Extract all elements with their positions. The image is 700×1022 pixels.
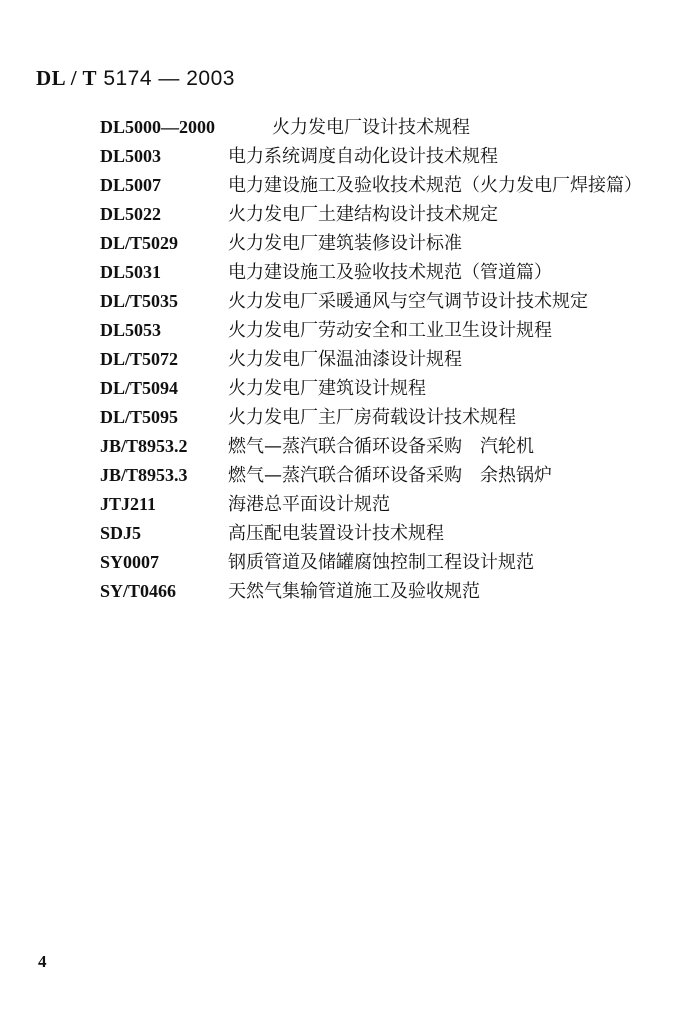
- reference-row: [100, 171, 660, 200]
- reference-row: [100, 113, 660, 142]
- reference-title: 高压配电装置设计技术规程: [228, 523, 444, 544]
- reference-row: [100, 577, 660, 606]
- reference-code: DL/T5072: [100, 349, 179, 369]
- reference-title: 钢质管道及储罐腐蚀控制工程设计规范: [228, 552, 534, 573]
- reference-row: [100, 287, 660, 316]
- reference-row: [100, 345, 660, 374]
- reference-title: 火力发电厂设计技术规程: [272, 117, 470, 138]
- reference-code: DL5053: [100, 320, 162, 340]
- reference-title: 火力发电厂劳动安全和工业卫生设计规程: [228, 320, 552, 341]
- reference-code: DL5007: [100, 175, 162, 195]
- reference-code: DL/T5029: [100, 233, 179, 253]
- reference-row: [100, 258, 660, 287]
- standard-number: 5174 — 2003: [96, 67, 235, 90]
- reference-title: 火力发电厂主厂房荷载设计技术规程: [228, 407, 516, 428]
- reference-title: 火力发电厂采暖通风与空气调节设计技术规定: [228, 291, 588, 312]
- reference-row: [100, 316, 660, 345]
- reference-code: SY0007: [100, 552, 160, 572]
- reference-row: [100, 200, 660, 229]
- reference-row: [100, 374, 660, 403]
- reference-code: SY/T0466: [100, 581, 177, 601]
- standard-prefix: DL / T: [36, 66, 97, 90]
- reference-code: JB/T8953.2: [100, 436, 188, 456]
- reference-row: [100, 403, 660, 432]
- reference-row: [100, 461, 660, 490]
- reference-row: [100, 548, 660, 577]
- reference-title: 火力发电厂土建结构设计技术规定: [228, 204, 498, 225]
- reference-title: 电力系统调度自动化设计技术规程: [228, 146, 498, 167]
- reference-row: [100, 519, 660, 548]
- reference-code: JTJ211: [100, 494, 157, 514]
- reference-code: SDJ5: [100, 523, 142, 543]
- reference-title: 火力发电厂建筑装修设计标准: [228, 233, 462, 254]
- reference-code: DL/T5095: [100, 407, 179, 427]
- reference-code: DL5022: [100, 204, 162, 224]
- reference-row: [100, 432, 660, 461]
- reference-row: [100, 142, 660, 171]
- reference-code: DL/T5094: [100, 378, 179, 398]
- reference-code: DL5031: [100, 262, 162, 282]
- reference-title: 电力建设施工及验收技术规范（管道篇）: [228, 262, 552, 283]
- reference-title: 电力建设施工及验收技术规范（火力发电厂焊接篇）: [228, 175, 642, 196]
- reference-title: 燃气—蒸汽联合循环设备采购 余热锅炉: [228, 465, 552, 486]
- reference-row: [100, 229, 660, 258]
- reference-title: 燃气—蒸汽联合循环设备采购 汽轮机: [228, 436, 534, 457]
- reference-code: JB/T8953.3: [100, 465, 188, 485]
- running-header: [36, 66, 235, 91]
- reference-title: 天然气集输管道施工及验收规范: [228, 581, 480, 602]
- page-number: 4: [38, 952, 47, 971]
- reference-list: [100, 113, 660, 606]
- reference-row: [100, 490, 660, 519]
- reference-code: DL5000—2000: [100, 117, 216, 137]
- reference-title: 海港总平面设计规范: [228, 494, 390, 515]
- reference-code: DL/T5035: [100, 291, 179, 311]
- reference-title: 火力发电厂保温油漆设计规程: [228, 349, 462, 370]
- reference-title: 火力发电厂建筑设计规程: [228, 378, 426, 399]
- reference-code: DL5003: [100, 146, 162, 166]
